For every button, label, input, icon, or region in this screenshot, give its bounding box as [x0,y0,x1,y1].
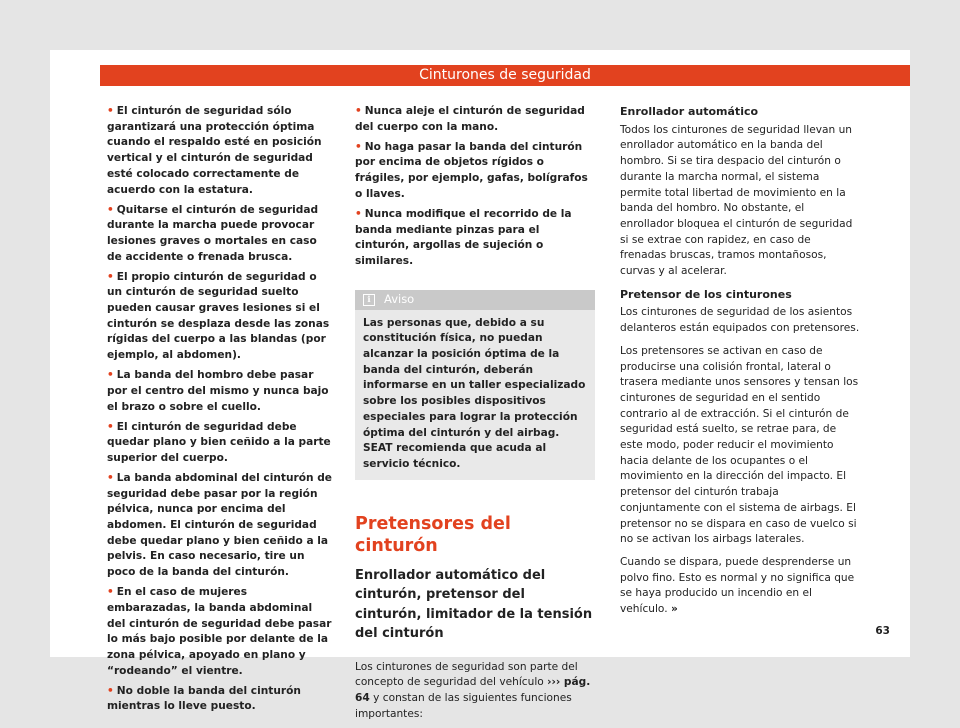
bullet-item: • La banda abdominal del cinturón de seguridad debe pasar por la región pélvica, nunca por encima del abdomen. El cinturón de seguridad debe quedar plano y bien ceñido a la pelvis. En caso necesario, tire un poco de la banda del cinturón. [107,471,332,579]
bullet-item: • Nunca aleje el cinturón de seguridad del cuerpo con la mano. [355,105,585,133]
paragraph: Todos los cinturones de seguridad llevan un enrollador automático en la banda del hombro. Si se tira despacio del cinturón o durante la marcha normal, el sistema permite total libertad de movimiento en la banda del hombro. No obstante, el enrollador bloquea el cinturón de seguridad si se extrae con rapidez, en caso de frenadas bruscas, tramos montañosos, curvas y al acelerar. [620,123,853,278]
bullet-dot-icon: • [107,684,114,697]
bullet-item: • No haga pasar la banda del cinturón por encima de objetos rígidos o frágiles, por ejemplo, gafas, bolígrafos o llaves. [355,140,588,200]
notice-text: Las personas que, debido a su constitución física, no puedan alcanzar la posición óptima de la banda del cinturón, deberán informarse en un taller especializado sobre los posibles dispositivos especiales para lograr la protección óptima del cinturón y del airbag. SEAT recomienda que acuda al servicio técnico. [363,316,586,470]
bullet-item: • Quitarse el cinturón de seguridad durante la marcha puede provocar lesiones graves o mortales en caso de accidente o frenada brusca. [107,203,319,263]
column-middle [355,104,595,728]
paragraph: Los cinturones de seguridad de los asientos delanteros están equipados con pretensores. [620,306,860,335]
section-title: Pretensores del cinturón [355,513,511,556]
bullet-item: • La banda del hombro debe pasar por el centro del mismo y nunca bajo el brazo o sobre el cuello. [107,369,329,413]
bullet-item: • En el caso de mujeres embarazadas, la banda abdominal del cinturón de seguridad debe pasar lo más bajo posible por delante de la zona pélvica, apoyado en plano y “rodeando” el vientre. [107,586,332,677]
bullet-dot-icon: • [355,105,362,117]
bullet-item: • No doble la banda del cinturón mientras lo lleve puesto. [107,684,301,713]
heading-pretensor: Pretensor de los cinturones [620,287,792,301]
bullet-dot-icon: • [107,420,114,433]
chapter-header: Cinturones de seguridad [100,65,910,86]
notice-title: Aviso [384,291,415,306]
bullet-dot-icon: • [107,270,114,283]
paragraph: Cuando se dispara, puede desprenderse un polvo fino. Esto es normal y no significa que se haya producido un incendio en el vehículo. » [620,555,855,616]
heading-enrollador: Enrollador automático [620,105,759,118]
bullet-dot-icon: • [107,105,114,117]
page-number: 63 [875,625,890,637]
bullet-dot-icon: • [107,586,114,599]
column-left [107,104,333,719]
bullet-dot-icon: • [355,140,362,153]
notice-header [355,290,595,310]
subsection-title: Enrollador automático del cinturón, pretensor del cinturón, limitador de la tensión del cinturón [355,567,593,642]
bullet-item: • El propio cinturón de seguridad o un cinturón de seguridad suelto pueden causar graves lesiones si el cinturón se desplaza desde las zonas rígidas del cuerpo a las blandas (por ejemplo, al abdomen). [107,270,330,362]
notice-box [355,290,595,480]
intro-paragraph: Los cinturones de seguridad son parte del concepto de seguridad del vehículo ››› pág. 64 y constan de las siguientes funciones importantes: [355,660,591,720]
bullet-item: • El cinturón de seguridad sólo garantizará una protección óptima cuando el respaldo esté en posición vertical y el cinturón de seguridad esté colocado correctamente de acuerdo con la estatura. [107,105,322,196]
bullet-dot-icon: • [107,471,114,484]
page-reference-link[interactable]: ››› pág. 64 [355,676,591,705]
continue-arrow-icon: » [670,603,678,616]
bullet-dot-icon: • [107,369,114,382]
bullet-item: • El cinturón de seguridad debe quedar plano y bien ceñido a la parte superior del cuerpo. [107,420,331,464]
column-right [620,104,860,625]
document-page [50,50,910,720]
paragraph: Los pretensores se activan en caso de producirse una colisión frontal, lateral o trasera mediante unos sensores y tensan los cinturones de seguridad en el sentido contrario al de extracción. Si el cinturón de seguridad está suelto, se retrae para, de este modo, poder reducir el movimiento hacia delante de los ocupantes o el movimiento en la dirección del impacto. El pretensor del cinturón trabaja conjuntamente con el sistema de airbags. El pretensor no se dispara en caso de vuelco si no se activan los airbags laterales. [620,344,859,546]
bullet-dot-icon: • [355,207,362,220]
info-icon: i [363,294,375,306]
bullet-item: • Nunca modifique el recorrido de la banda mediante pinzas para el cinturón, argollas de sujeción o similares. [355,207,572,267]
bullet-dot-icon: • [107,203,114,216]
